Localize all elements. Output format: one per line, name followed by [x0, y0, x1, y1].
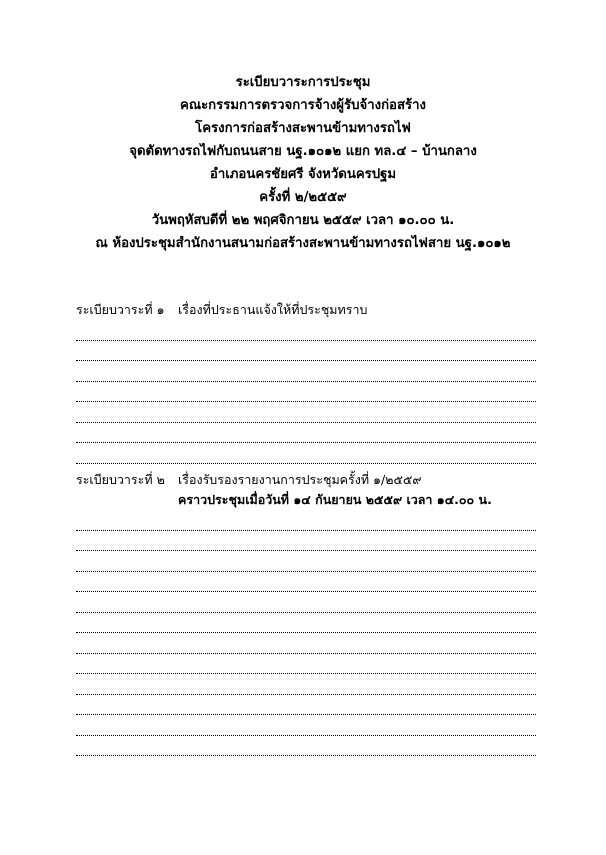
- blank-line: [76, 423, 536, 444]
- blank-line: [76, 443, 536, 464]
- blank-line: [76, 572, 536, 593]
- blank-line: [76, 510, 536, 531]
- agenda-heading: [76, 470, 536, 490]
- blank-line: [76, 361, 536, 382]
- blank-line: [76, 382, 536, 403]
- meeting-header: [0, 71, 606, 255]
- blank-line: [76, 402, 536, 423]
- header-committee: คณะกรรมการตรวจการจ้างผู้รับจ้างก่อสร้าง: [180, 98, 426, 113]
- blank-line: [76, 551, 536, 572]
- agenda-subheading: [76, 490, 536, 510]
- blank-line: [76, 531, 536, 552]
- header-session: ครั้งที่ ๒/๒๕๕๙: [259, 190, 347, 205]
- header-date-time: วันพฤหัสบดีที่ ๒๒ พฤศจิกายน ๒๕๕๙ เวลา ๑๐.๐๐ น.: [151, 213, 455, 228]
- blank-line: [76, 592, 536, 613]
- header-project: โครงการก่อสร้างสะพานข้ามทางรถไฟ: [195, 121, 411, 136]
- notes-area: [76, 510, 536, 756]
- blank-line: [76, 715, 536, 736]
- agenda-label: ระเบียบวาระที่ ๑: [76, 302, 165, 317]
- agenda-heading: [76, 300, 536, 320]
- blank-line: [76, 341, 536, 362]
- blank-line: [76, 674, 536, 695]
- header-location: จุดตัดทางรถไฟกับถนนสาย นฐ.๑๐๑๒ แยก ทล.๔ – บ้านกลาง: [129, 144, 477, 159]
- blank-line: [76, 320, 536, 341]
- blank-line: [76, 736, 536, 757]
- agenda-title: เรื่องรับรองรายงานการประชุมครั้งที่ ๑/๒๕๕๙: [178, 472, 422, 487]
- header-district: อำเภอนครชัยศรี จังหวัดนครปฐม: [209, 167, 397, 182]
- blank-line: [76, 633, 536, 654]
- agenda-subtitle: คราวประชุมเมื่อวันที่ ๑๔ กันยายน ๒๕๕๙ เวลา ๑๔.๐๐ น.: [178, 492, 492, 507]
- agenda-label: ระเบียบวาระที่ ๒: [76, 472, 165, 487]
- blank-line: [76, 613, 536, 634]
- agenda-title: เรื่องที่ประธานแจ้งให้ที่ประชุมทราบ: [178, 302, 368, 317]
- agenda-item-1: [76, 300, 536, 464]
- notes-area: [76, 320, 536, 464]
- header-title: ระเบียบวาระการประชุม: [235, 75, 371, 90]
- agenda-item-2: [76, 470, 536, 756]
- blank-line: [76, 695, 536, 716]
- header-venue: ณ ห้องประชุมสำนักงานสนามก่อสร้างสะพานข้ามทางรถไฟสาย นฐ.๑๐๑๒: [95, 236, 511, 251]
- blank-line: [76, 654, 536, 675]
